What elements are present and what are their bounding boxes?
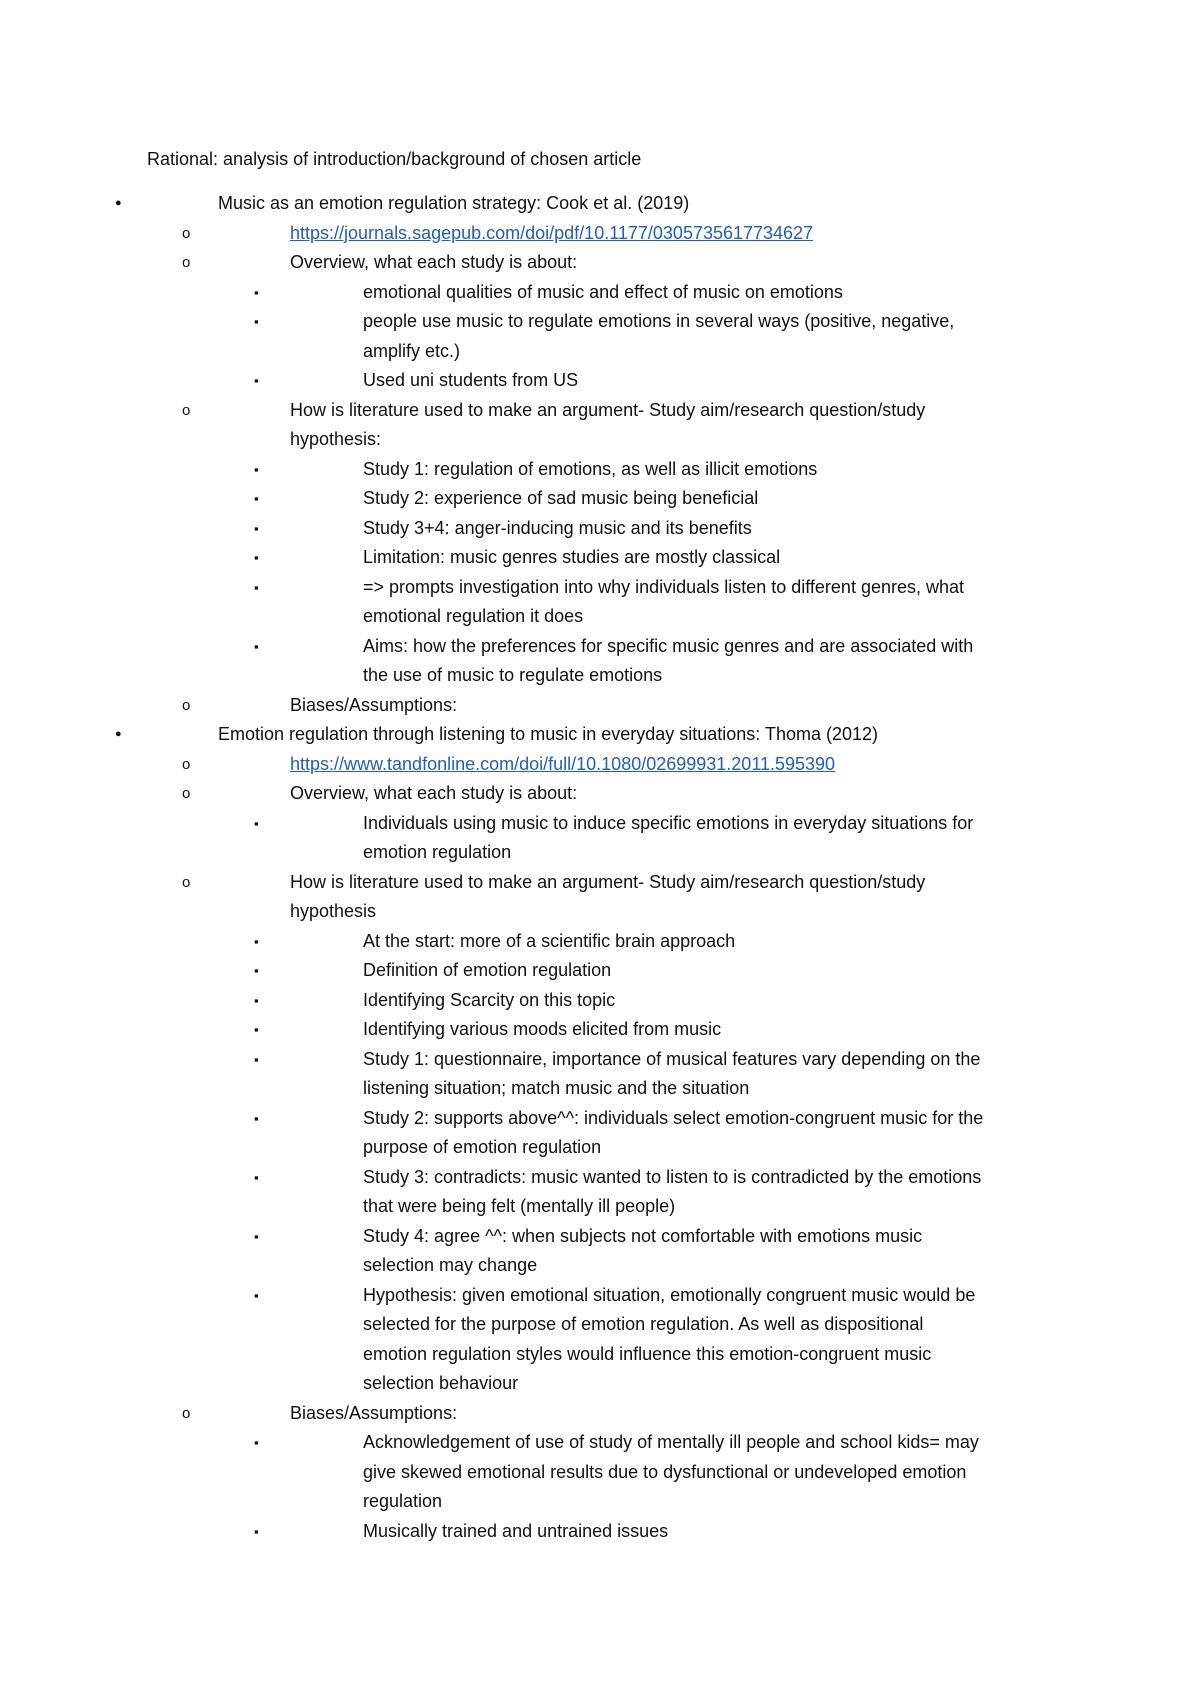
list-item: ▪ Identifying Scarcity on this topic (290, 986, 990, 1016)
biases-label: Biases/Assumptions: (290, 1402, 458, 1423)
list-item: ▪ Aims: how the preferences for specific music genres and are associated with the use of music to regulate emotions (290, 632, 990, 691)
list-item: ▪ At the start: more of a scientific brain approach (290, 927, 990, 957)
article-link[interactable]: https://journals.sagepub.com/doi/pdf/10.1177/0305735617734627 (290, 222, 814, 243)
section-heading: Emotion regulation through listening to music in everyday situations: Thoma (2012) (218, 724, 879, 744)
document-title: Rational: analysis of introduction/background of chosen article (147, 149, 642, 169)
biases-label: Biases/Assumptions: (290, 694, 458, 715)
section-item (148, 720, 1068, 1546)
argument-item (218, 868, 990, 1399)
section-item (148, 189, 1068, 720)
biases-item (218, 691, 1068, 721)
list-item: ▪ Definition of emotion regulation (290, 956, 990, 986)
link-item (218, 219, 1068, 249)
argument-item (218, 396, 990, 691)
list-item: ▪ Study 2: experience of sad music being beneficial (290, 484, 990, 514)
overview-label: Overview, what each study is about: (290, 252, 578, 272)
overview-label: Overview, what each study is about: (290, 783, 578, 803)
overview-item (218, 248, 1068, 396)
list-item: ▪ emotional qualities of music and effect of music on emotions (290, 278, 990, 308)
argument-label: How is literature used to make an argument- Study aim/research question/study hypothesis (290, 871, 926, 921)
list-item: ▪ Used uni students from US (290, 366, 990, 396)
list-item: ▪ Study 3: contradicts: music wanted to listen to is contradicted by the emotions that were being felt (mentally ill people) (290, 1163, 990, 1222)
list-item: ▪ Study 3+4: anger-inducing music and its benefits (290, 514, 990, 544)
list-item: ▪ Hypothesis: given emotional situation, emotionally congruent music would be selected for the purpose of emotion regulation. As well as dispositional emotion regulation styles would influence this emotion-congruent music selection behaviour (290, 1281, 990, 1399)
list-item: ▪ Study 4: agree ^^: when subjects not comfortable with emotions music selection may change (290, 1222, 990, 1281)
list-item: ▪ people use music to regulate emotions in several ways (positive, negative, amplify etc.) (290, 307, 990, 366)
article-link[interactable]: https://www.tandfonline.com/doi/full/10.1080/02699931.2011.595390 (290, 753, 836, 774)
section-heading: Music as an emotion regulation strategy: Cook et al. (2019) (218, 193, 690, 213)
argument-label: How is literature used to make an argument- Study aim/research question/study hypothesis: (290, 399, 926, 449)
list-item: ▪ Acknowledgement of use of study of mentally ill people and school kids= may give skewed emotional results due to dysfunctional or undeveloped emotion regulation (290, 1428, 990, 1517)
biases-item (218, 1399, 990, 1547)
list-item: ▪ Study 1: questionnaire, importance of musical features vary depending on the listening situation; match music and the situation (290, 1045, 990, 1104)
section-list (148, 189, 1068, 1546)
list-item: ▪ => prompts investigation into why individuals listen to different genres, what emotional regulation it does (290, 573, 990, 632)
overview-item (218, 779, 1068, 868)
list-item: ▪ Identifying various moods elicited from music (290, 1015, 990, 1045)
list-item: ▪ Study 2: supports above^^: individuals select emotion-congruent music for the purpose of emotion regulation (290, 1104, 990, 1163)
list-item: ▪ Limitation: music genres studies are mostly classical (290, 543, 990, 573)
list-item: ▪ Individuals using music to induce specific emotions in everyday situations for emotion regulation (290, 809, 1000, 868)
list-item: ▪ Study 1: regulation of emotions, as well as illicit emotions (290, 455, 990, 485)
list-item: ▪ Musically trained and untrained issues (290, 1517, 990, 1547)
link-item (218, 750, 1068, 780)
